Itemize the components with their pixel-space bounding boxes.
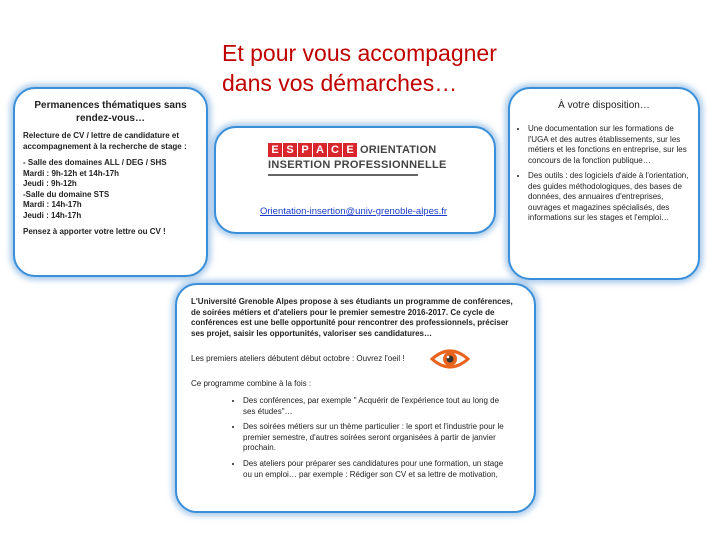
title-line-1: Et pour vous accompagner [222, 40, 497, 66]
logo-letter: E [268, 143, 282, 157]
eye-icon [430, 345, 470, 373]
espace-orientation-card [214, 126, 496, 234]
permanences-intro: Relecture de CV / lettre de candidature et accompagnement à la recherche de stage : [23, 131, 187, 151]
logo-letter: E [343, 143, 357, 157]
programme-start: Les premiers ateliers débutent début octobre : Ouvrez l'oeil ! [191, 354, 405, 364]
permanences-card [13, 87, 208, 277]
logo-letter: A [313, 143, 327, 157]
permanence-line: Mardi : 14h-17h [23, 200, 82, 209]
programme-line: Ce programme combine à la fois : [191, 379, 312, 389]
permanence-line: Mardi : 9h-12h et 14h-17h [23, 168, 120, 178]
permanence-line: Jeudi : 9h-12h [23, 179, 77, 188]
title-line-2: dans vos démarches… [222, 70, 458, 96]
contact-email-link[interactable]: Orientation-insertion@univ-grenoble-alpes.fr [260, 206, 448, 217]
logo-word: ORIENTATION [360, 144, 437, 156]
list-item: • Des ateliers pour préparer ses candidatures pour une formation, un stage ou un emploi… par exemple : Rédiger son CV et sa lettre de motivation, [243, 459, 510, 480]
permanence-line: - Salle des domaines ALL / DEG / SHS [23, 158, 167, 167]
permanences-heading: Permanences thématiques sans rendez-vous… [34, 100, 187, 124]
list-item: • Des conférences, par exemple " Acquérir de l'expérience tout au long de ses études"… [243, 396, 510, 417]
page-title [222, 38, 562, 98]
disposition-heading: À votre disposition… [558, 100, 650, 111]
programme-intro: L'Université Grenoble Alpes propose à ses étudiants un programme de conférences, de soirées métiers et d'ateliers pour le premier semestre 2016-2017. Ce cycle de conférences est une belle opportunité pour rencontrer des professionnels, préciser ses projet, saisir les opportunités, valoriser ses candidatures… [191, 297, 513, 338]
espace-orientation-logo [268, 143, 458, 176]
list-item: • Une documentation sur les formations de l'UGA et des autres établissements, sur les métiers et les fonctions en entreprise, sur les concours de la fonction publique… [528, 124, 690, 166]
list-item: • Des soirées métiers sur un thème particulier : le sport et l'industrie pour le premier semestre, d'autres soirées seront organisées à partir de janvier prochain. [243, 422, 510, 454]
list-item: • Des outils : des logiciels d'aide à l'orientation, des guides méthodologiques, des bases de données, des annuaires d'entreprises, ouvrages et magazines spécialisés, des informations sur les stages et l'emploi… [528, 171, 690, 224]
logo-letter: S [283, 143, 297, 157]
logo-subline: INSERTION PROFESSIONNELLE [268, 159, 447, 171]
permanence-line: Jeudi : 14h-17h [23, 210, 82, 220]
programme-card [175, 283, 536, 513]
disposition-card [508, 87, 700, 280]
logo-letter: P [298, 143, 312, 157]
permanence-line: -Salle du domaine STS [23, 189, 110, 199]
logo-underline [268, 174, 418, 176]
permanences-footer: Pensez à apporter votre lettre ou CV ! [23, 227, 166, 236]
logo-letter: C [328, 143, 342, 157]
